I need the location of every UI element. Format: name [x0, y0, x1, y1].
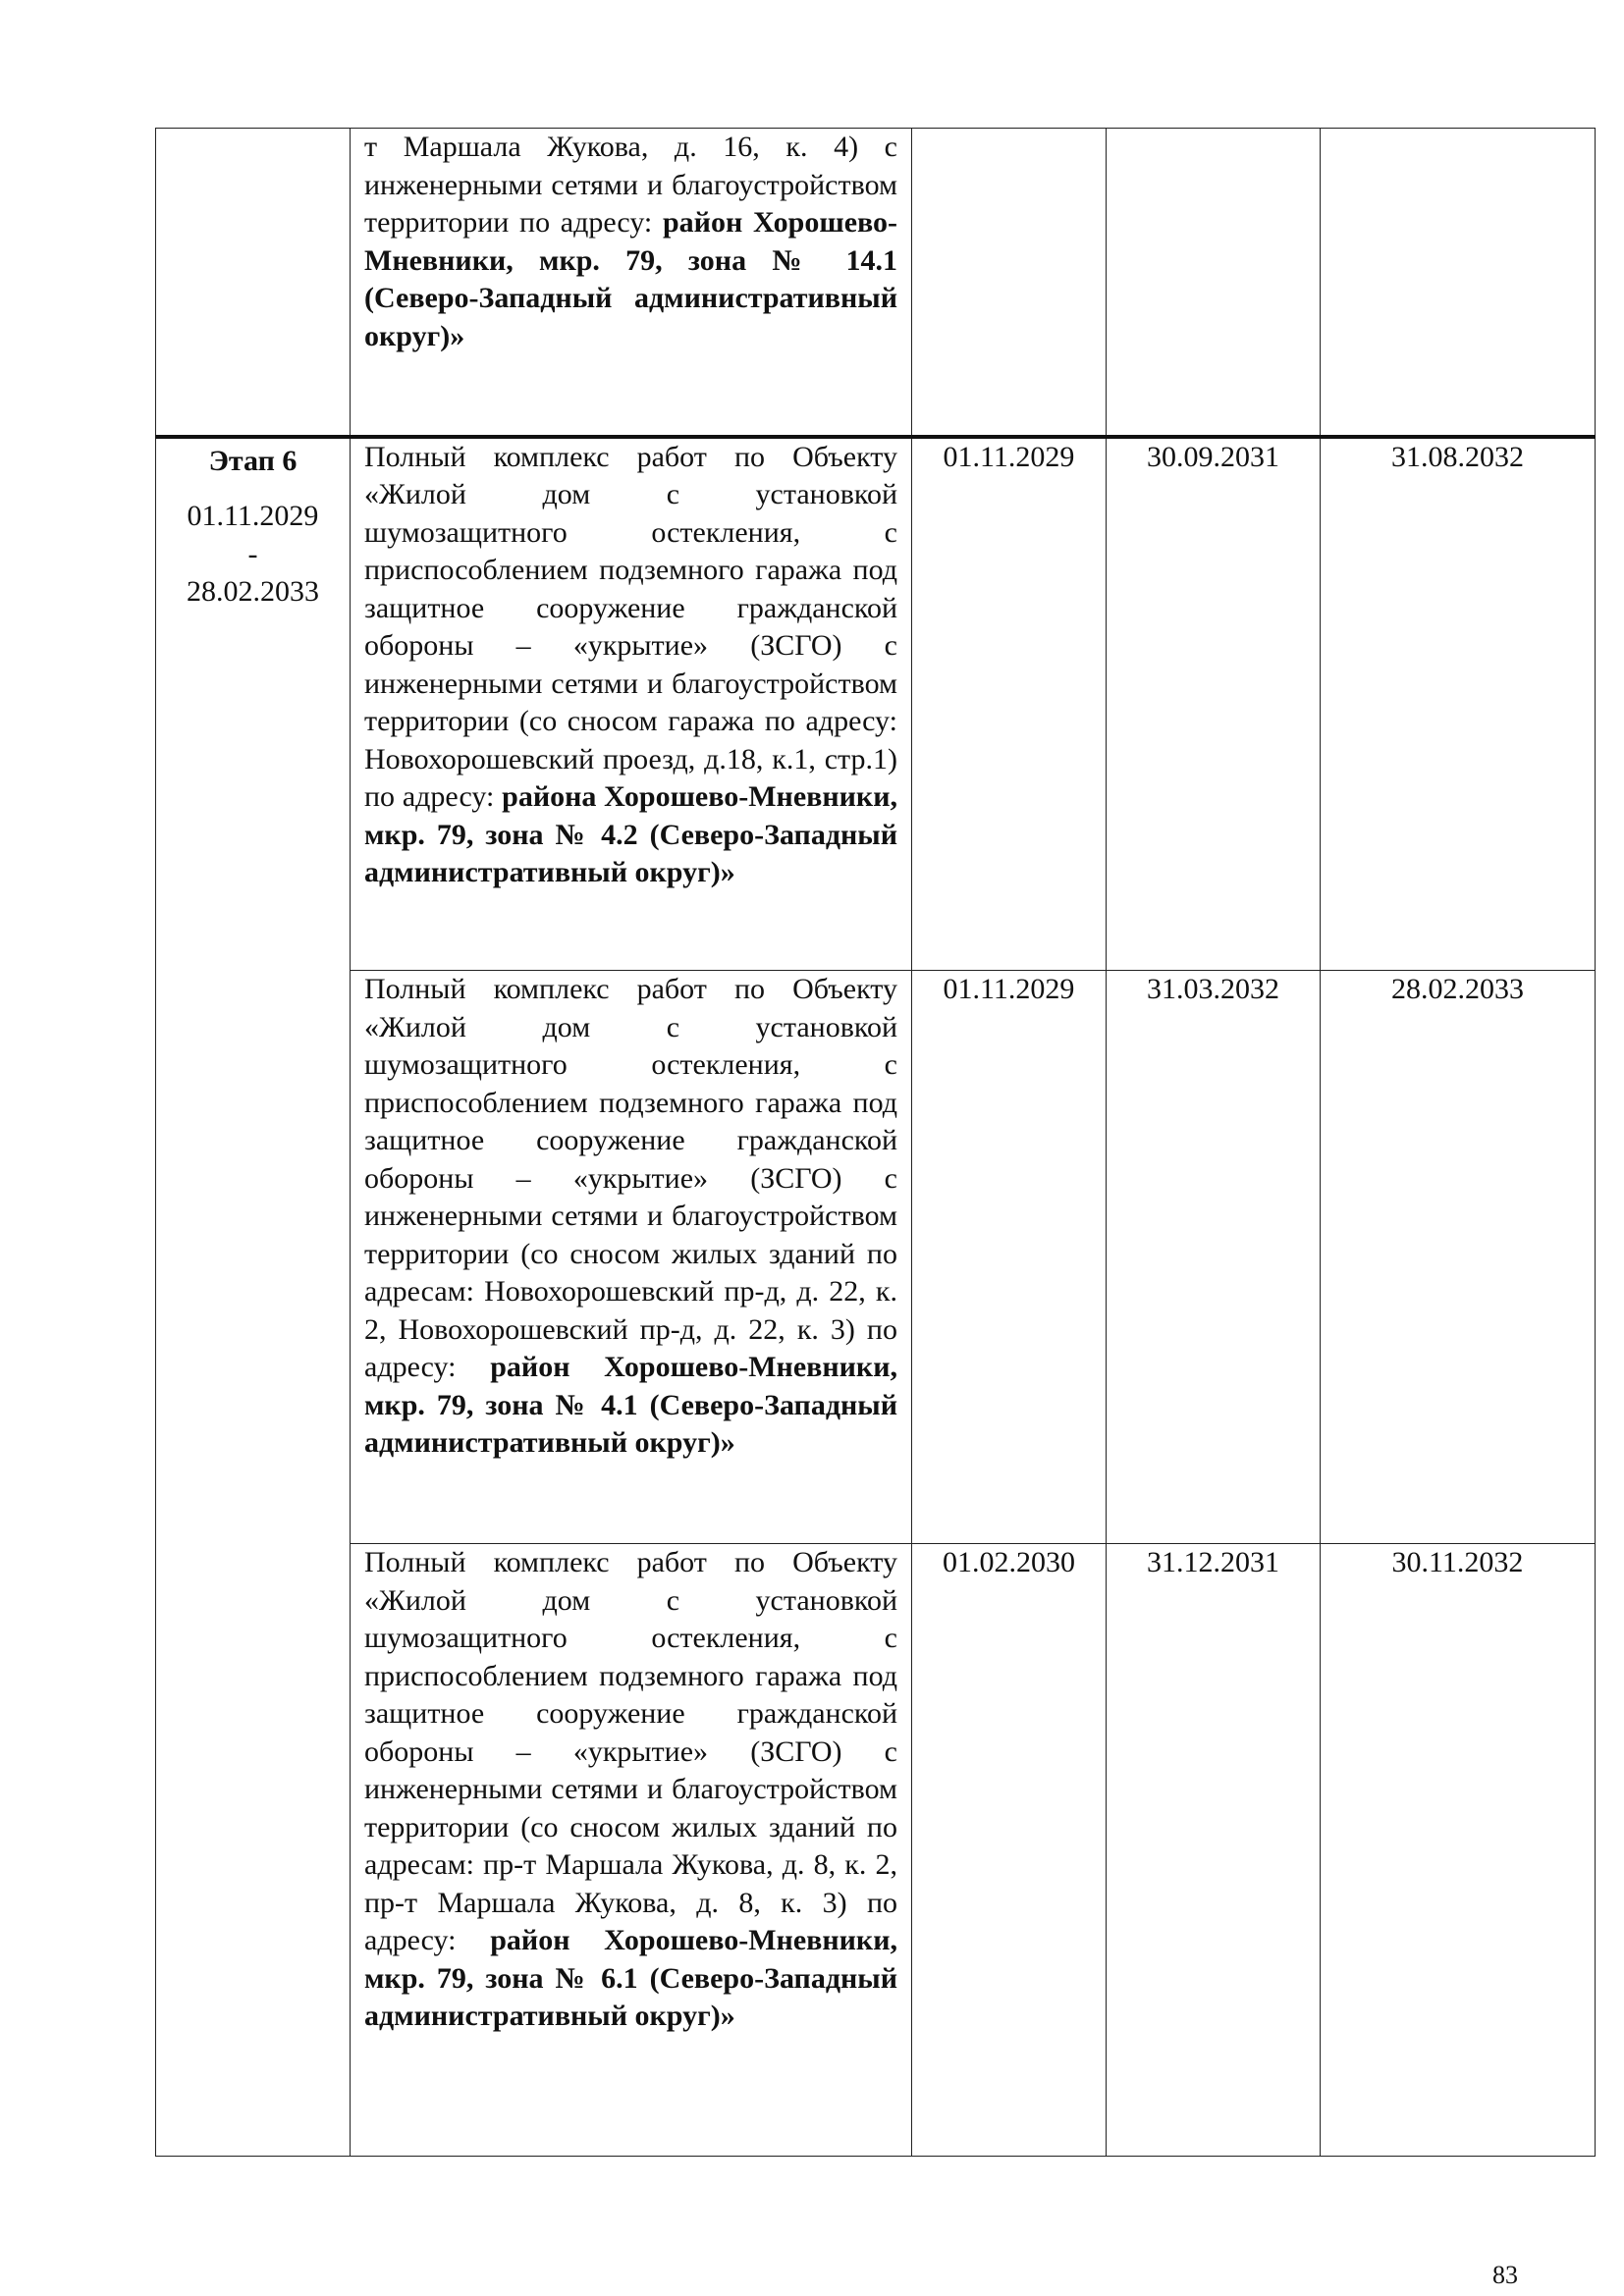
table-row [156, 971, 1596, 1544]
stage-cell [156, 437, 351, 2157]
mid-date-cell: 31.03.2032 [1107, 971, 1321, 1544]
object-description: т Маршала Жукова, д. 16, к. 4) с инженерными сетями и благоустройством территории по адресу: район Хорошево-Мневники, мкр. 79, зона № 14.1 (Северо-Западный административный округ)» [351, 129, 912, 437]
end-date-cell: 28.02.2033 [1321, 971, 1596, 1544]
table-row [156, 1544, 1596, 2157]
end-date-cell [1321, 129, 1596, 437]
stage-label: Этап 6 [208, 444, 298, 477]
stage-start-date: 01.11.2029 [187, 500, 319, 532]
end-date-cell: 31.08.2032 [1321, 437, 1596, 971]
end-date-cell: 30.11.2032 [1321, 1544, 1596, 2157]
object-description: Полный комплекс работ по Объекту «Жилой дом с установкой шумозащитного остекления, с приспособлением подземного гаража под защитное сооружение гражданской обороны – «укрытие» (ЗСГО) с инженерными сетями и благоустройством территории (со сносом гаража по адресу: Новохорошевский проезд, д.18, к.1, стр.1) по адресу: района Хорошево-Мневники, мкр. 79, зона № 4.2 (Северо-Западный административный округ)» [351, 437, 912, 971]
stage-cell [156, 129, 351, 437]
schedule-table [155, 128, 1596, 2157]
start-date-cell: 01.11.2029 [912, 437, 1107, 971]
page-number: 83 [1492, 2261, 1518, 2289]
stage-end-date: 28.02.2033 [187, 575, 319, 608]
object-description: Полный комплекс работ по Объекту «Жилой дом с установкой шумозащитного остекления, с приспособлением подземного гаража под защитное сооружение гражданской обороны – «укрытие» (ЗСГО) с инженерными сетями и благоустройством территории (со сносом жилых зданий по адресам: Новохорошевский пр-д, д. 22, к. 2, Новохорошевский пр-д, д. 22, к. 3) по адресу: район Хорошево-Мневники, мкр. 79, зона № 4.1 (Северо-Западный административный округ)» [351, 971, 912, 1544]
mid-date-cell [1107, 129, 1321, 437]
stage-date-separator: - [247, 537, 258, 570]
mid-date-cell: 30.09.2031 [1107, 437, 1321, 971]
object-description: Полный комплекс работ по Объекту «Жилой дом с установкой шумозащитного остекления, с приспособлением подземного гаража под защитное сооружение гражданской обороны – «укрытие» (ЗСГО) с инженерными сетями и благоустройством территории (со сносом жилых зданий по адресам: пр-т Маршала Жукова, д. 8, к. 2, пр-т Маршала Жукова, д. 8, к. 3) по адресу: район Хорошево-Мневники, мкр. 79, зона № 6.1 (Северо-Западный административный округ)» [351, 1544, 912, 2157]
mid-date-cell: 31.12.2031 [1107, 1544, 1321, 2157]
table-row [156, 437, 1596, 971]
table-row [156, 129, 1596, 437]
start-date-cell [912, 129, 1107, 437]
start-date-cell: 01.11.2029 [912, 971, 1107, 1544]
start-date-cell: 01.02.2030 [912, 1544, 1107, 2157]
